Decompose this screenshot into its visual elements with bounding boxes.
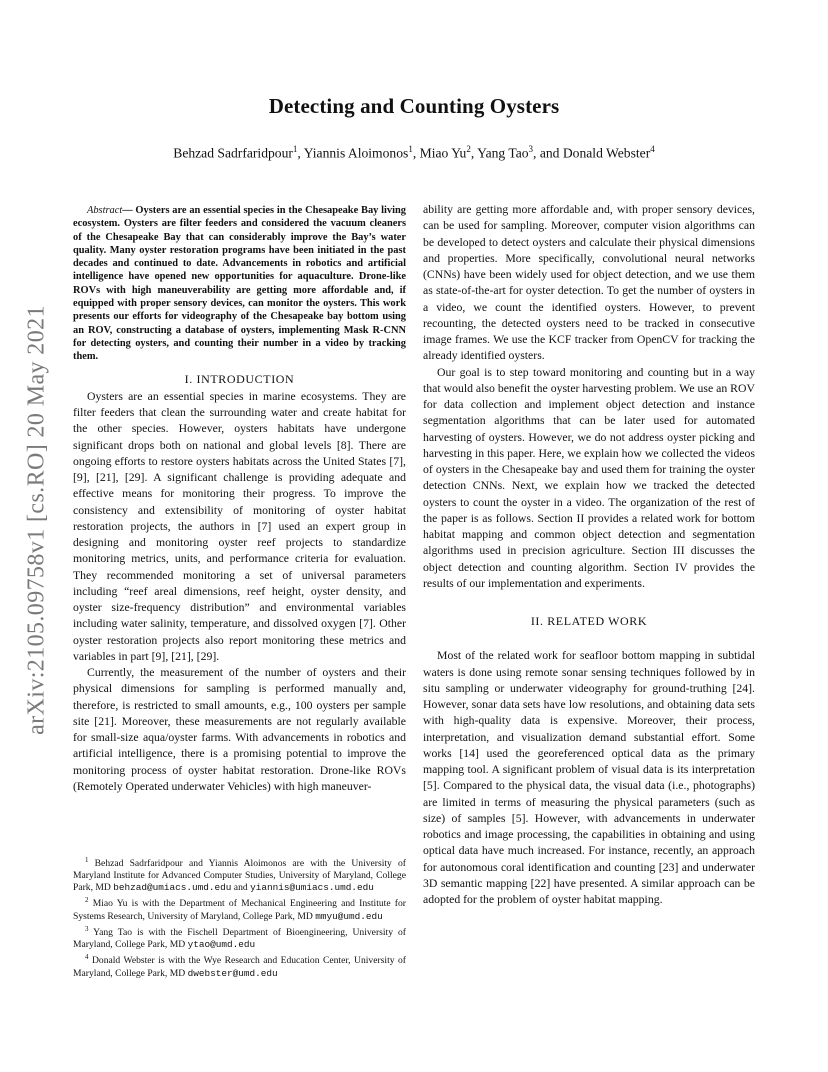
footnote-text: Donald Webster is with the Wye Research and Education Center, University of Maryland, College Park, MD: [73, 955, 406, 979]
footnote-number: 1: [85, 856, 89, 864]
affiliation-mark: 1: [408, 144, 413, 154]
author-name: Miao Yu: [419, 145, 467, 161]
abstract-text: — Oysters are an essential species in the Chesapeake Bay living ecosystem. Oysters are filter feeders and considered the vacuum cleaners of the Chesapeake Bay that can considerably improve the Bay’s water quality. Many oyster restoration programs have been initiated in the past decades and continued to date. Advancements in robotics and artificial intelligence have opened new opportunities for aquaculture. Drone-like ROVs with high maneuverability are getting more affordable and, if equipped with proper sensory devices, can monitor the oysters. This work presents our efforts for videography of the Chesapeake bay bottom using an ROV, constructing a database of oysters, implementing Mask R-CNN for detecting oysters, and counting their number in a video by tracking them.: [73, 205, 406, 363]
related-work-paragraph-1: Most of the related work for seafloor bottom mapping in subtidal waters is done using remote sonar sensing techniques followed by in situ sampling or underwater videography for ground-truthing [24]. However, sonar data sets have low resolutions, and obtaining data sets with high-quality data is expensive. Moreover, their process, interpretation, and visualization demand substantial effort. Some works [14] used the georeferenced optical data as the primary mapping tool. A significant problem of visual data is its interpretation [5]. Compared to the physical data, the visual data (i.e., photographs) are limited in terms of measuring the physical parameters (such as size) of samples [5]. However, with advancements in underwater robotics and image processing, the capabilities in obtaining and using optical data have much increased. For instance, recently, an approach for autonomous coral identification and counting [23] and underwater 3D semantic mapping [22] have presented. A similar approach can be adopted for the problem of oyster habitat mapping.: [423, 649, 755, 906]
author-name: Donald Webster: [562, 145, 651, 161]
left-column: [73, 204, 406, 795]
footnote-4: [73, 951, 406, 979]
author-name: Yang Tao: [477, 145, 529, 161]
footnote-email[interactable]: yiannis@umiacs.umd.edu: [250, 882, 374, 894]
footnote-number: 4: [85, 953, 89, 962]
footnote-text: Yang Tao is with the Fischell Department of Bioengineering, University of Maryland, College Park, MD: [73, 927, 406, 951]
arxiv-identifier-text: arXiv:2105.09758v1 [cs.RO] 20 May 2021: [23, 305, 50, 735]
intro-paragraph-1: Oysters are an essential species in marine ecosystems. They are filter feeders that clean the surrounding water and create habitat for the other species. However, oysters habitats have undergone significant drops both on national and global levels [8]. There are ongoing efforts to restore oysters habitats across the United States [7], [9], [21], [29]. A significant challenge is providing adequate and effective means for monitoring their progress. To improve the consistency and extensibility of monitoring of oyster habitat restoration projects, the authors in [7] used an expert group in designing and monitoring oyster reef projects to standardize monitoring metrics, units, and performance criteria for evaluation. They recommended monitoring a set of universal parameters including “reef areal dimensions, reef height, oyster density, and oyster size-frequency distribution” and environmental variables including water salinity, temperature, and dissolved oxygen [7]. Other oyster restoration projects also report monitoring these metrics and variables in part [9], [21], [29].: [73, 389, 406, 663]
affiliation-mark: 1: [292, 144, 298, 154]
author-separator: , and: [533, 145, 563, 161]
author-separator: ,: [470, 145, 478, 161]
section-heading-introduction: I. INTRODUCTION: [184, 371, 295, 386]
author-list: [0, 144, 828, 162]
right-column: [423, 202, 755, 908]
paper-title: Detecting and Counting Oysters: [268, 94, 560, 118]
footnotes: [73, 854, 406, 980]
footnote-email[interactable]: ytao@umd.edu: [187, 939, 256, 951]
affiliation-mark: 4: [650, 144, 655, 154]
author-separator: ,: [297, 145, 304, 161]
footnote-number: 2: [85, 896, 89, 905]
footnote-text: Miao Yu is with the Department of Mechanical Engineering and Institute for Systems Research, University of Maryland, College Park, MD: [73, 898, 406, 922]
footnote-email[interactable]: mmyu@umd.edu: [315, 910, 383, 922]
intro-paragraph-3: ability are getting more affordable and, with proper sensory devices, can be used for sampling. Moreover, computer vision algorithms can be developed to detect oysters and calculate their physical dimensions and properties. More specifically, convolutional neural networks (CNNs) have been widely used for object detection, and we use them as state-of-the-art for oyster detection. To get the number of oysters in a video, we count the identified oysters. However, to prevent recounting, the detected oysters need to be tracked in consecutive image frames. We use the KCF tracker from OpenCV for tracking the already identified oysters.: [423, 203, 755, 363]
abstract: [73, 204, 406, 364]
section-heading-related-work: II. RELATED WORK: [530, 614, 648, 628]
abstract-label: Abstract: [87, 205, 123, 216]
affiliation-mark: 2: [466, 144, 471, 154]
footnote-2: [73, 894, 406, 922]
author-name: Yiannis Aloimonos: [303, 145, 409, 161]
arxiv-identifier: [22, 280, 52, 760]
footnote-1: [73, 854, 406, 894]
footnote-text: Behzad Sadrfaridpour and Yiannis Aloimonos are with the University of Maryland Institute for Advanced Computer Studies, University of Maryland, College Park, MD: [73, 858, 406, 894]
intro-paragraph-2: Currently, the measurement of the number of oysters and their physical dimensions for sampling is performed manually and, therefore, is restricted to small amounts, e.g., 100 oysters per sample site [21]. Moreover, these measurements are not regularly available for small-size aqua/oyster farms. With advancements in robotics and artificial intelligence, there is a promising potential to improve the monitoring process of oyster habitat restoration. Drone-like ROVs (Remotely Operated underwater Vehicles) with high maneuver-: [73, 666, 406, 793]
affiliation-mark: 3: [528, 144, 534, 154]
intro-paragraph-4: Our goal is to step toward monitoring and counting but in a way that would also benefit the oyster harvesting problem. We use an ROV for data collection and implement object detection and instance segmentation algorithms that can be later used for automated harvesting of oysters. However, we do not address oyster picking and harvesting in this paper. Here, we explain how we collected the videos of oysters in the Chesapeake bay and used them for training the oyster detection CNNs. Next, we explain how we tracked the detected oysters to count the oyster in a video. The organization of the rest of the paper is as follows. Section II provides a related work for bottom habitat mapping and common object detection and segmentation algorithms used in precision agriculture. Section III discusses the object detection and counting algorithm. Section IV provides the results of our implementation and experiments.: [423, 365, 755, 590]
author-separator: ,: [412, 145, 420, 161]
footnote-3: [73, 923, 406, 951]
footnote-joiner: and: [231, 882, 251, 894]
footnote-number: 3: [85, 924, 89, 933]
footnote-email[interactable]: dwebster@umd.edu: [187, 967, 278, 979]
author-name: Behzad Sadrfaridpour: [173, 145, 293, 161]
footnote-email[interactable]: behzad@umiacs.umd.edu: [113, 882, 232, 894]
